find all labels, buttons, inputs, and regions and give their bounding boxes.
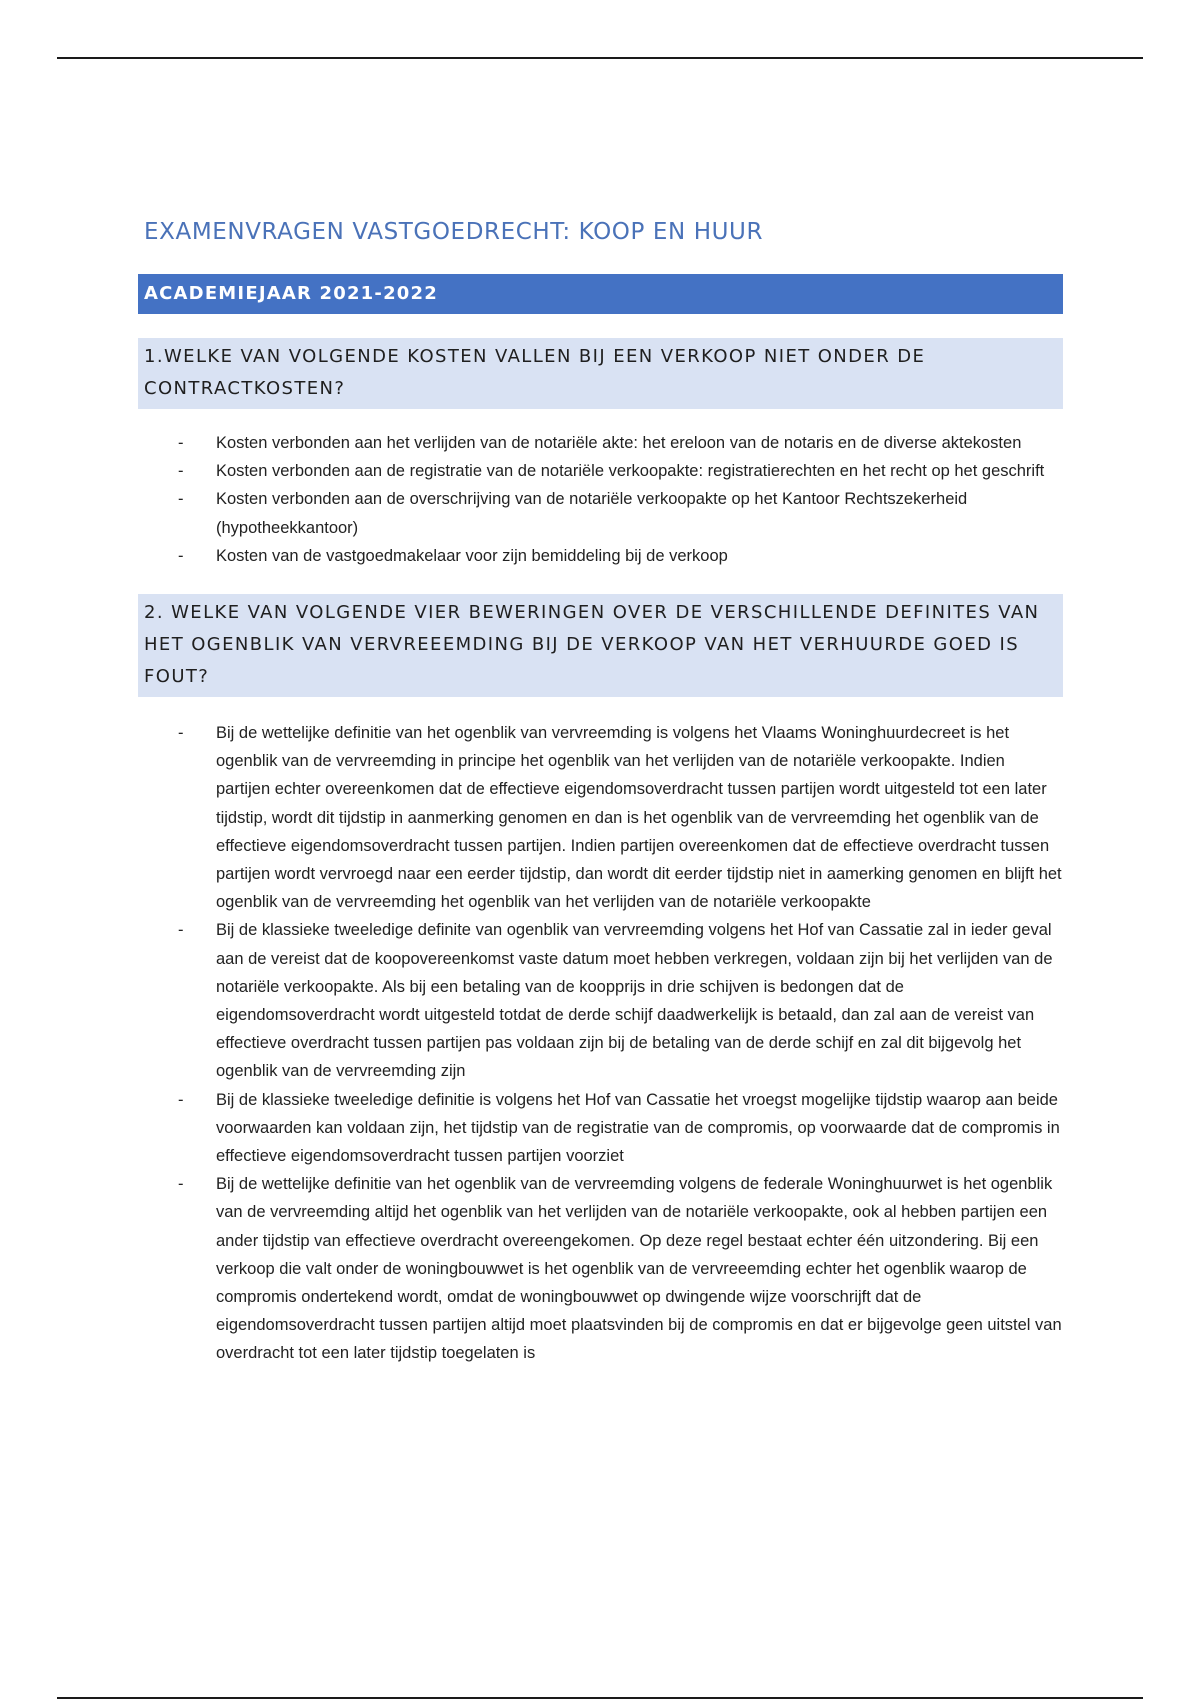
bullet-dash: - <box>178 921 184 940</box>
answer-option <box>138 457 1063 485</box>
bullet-dash: - <box>178 1175 184 1194</box>
question-2-answers <box>138 719 1063 1368</box>
answer-text: Bij de klassieke tweeledige definitie is volgens het Hof van Cassatie het vroegst mogelijke tijdstip waarop aan beide voorwaarden kan voldaan zijn, het tijdstip van de registratie van de compromis, op voorwaarde dat de compromis in effectieve eigendomsoverdracht tussen partijen voorziet <box>216 1090 1060 1166</box>
question-2-heading: 2. WELKE VAN VOLGENDE VIER BEWERINGEN OVER DE VERSCHILLENDE DEFINITES VAN HET OGENBLIK VAN VERVREEEMDING BIJ DE VERKOOP VAN HET VERHUURDE GOED IS FOUT? <box>138 594 1063 697</box>
answer-option <box>138 1170 1063 1367</box>
answer-text: Bij de wettelijke definitie van het ogenblik van vervreemding is volgens het Vlaams Woninghuurdecreet is het ogenblik van de vervreemding in principe het ogenblik van het verlijden van de notariële verkoopakte. Indien partijen echter overeenkomen dat de effectieve eigendomsoverdracht tussen partijen wordt uitgesteld tot een later tijdstip, wordt dit tijdstip in aanmerking genomen en dan is het ogenblik van de vervreemding het ogenblik van de effectieve eigendomsoverdracht tussen partijen. Indien partijen overeenkomen dat de effectieve overdracht tussen partijen wordt vervroegd naar een eerder tijdstip, dan wordt dit eerder tijdstip niet in aamerking genomen en blijft het ogenblik van de vervreemding het ogenblik van het verlijden van de notariële verkoopakte <box>216 724 1062 912</box>
question-1-answers <box>138 429 1063 570</box>
footer-rule <box>57 1697 1143 1699</box>
answer-option <box>138 542 1063 570</box>
answer-text: Kosten van de vastgoedmakelaar voor zijn bemiddeling bij de verkoop <box>216 546 728 565</box>
answer-option <box>138 429 1063 457</box>
bullet-dash: - <box>178 546 184 565</box>
answer-text: Kosten verbonden aan het verlijden van de notariële akte: het ereloon van de notaris en de diverse aktekosten <box>216 434 1022 452</box>
bullet-dash: - <box>178 724 184 743</box>
document-title: EXAMENVRAGEN VASTGOEDRECHT: KOOP EN HUUR <box>144 219 764 245</box>
document-body <box>138 212 1063 1368</box>
answer-option <box>138 485 1063 541</box>
answer-text: Kosten verbonden aan de registratie van de notariële verkoopakte: registratierechten en het recht op het geschrift <box>216 462 1045 481</box>
answer-text: Bij de wettelijke definitie van het ogenblik van de vervreemding volgens de federale Woninghuurwet is het ogenblik van de vervreemding altijd het ogenblik van het verlijden van de notariële verkoopakte, ook al hebben partijen een ander tijdstip van effectieve overdracht overeengekomen. Op deze regel bestaat echter één uitzondering. Bij een verkoop die valt onder de woningbouwwet is het ogenblik van de vervreeemding echter het ogenblik waarop de compromis ondertekend wordt, omdat de woningbouwwet op dwingende wijze voorschrijft dat de eigendomsoverdracht tussen partijen altijd moet plaatsvinden bij de compromis en dat er bijgevolge geen uitstel van overdracht tot een later tijdstip toegelaten is <box>216 1175 1062 1363</box>
answer-option <box>138 719 1063 916</box>
bullet-dash: - <box>178 1090 184 1109</box>
bullet-dash: - <box>178 490 184 509</box>
question-1-heading: 1.WELKE VAN VOLGENDE KOSTEN VALLEN BIJ EEN VERKOOP NIET ONDER DE CONTRACTKOSTEN? <box>138 338 1063 409</box>
academic-year-banner: ACADEMIEJAAR 2021-2022 <box>138 274 1063 314</box>
bullet-dash: - <box>178 462 184 481</box>
answer-option <box>138 1086 1063 1171</box>
bullet-dash: - <box>178 434 184 452</box>
answer-text: Bij de klassieke tweeledige definite van ogenblik van vervreemding volgens het Hof van Cassatie zal in ieder geval aan de vereist dat de koopovereenkomst vaste datum moet hebben verkregen, voldaan zijn bij het verlijden van de notariële verkoopakte. Als bij een betaling van de koopprijs in drie schijven is bedongen dat de eigendomsoverdracht wordt uitgesteld totdat de derde schijf daadwerkelijk is betaald, dan zal aan de vereist van effectieve overdracht tussen partijen pas voldaan zijn bij de betaling van de derde schijf en zal dit bijgevolg het ogenblik van de vervreemding zijn <box>216 921 1053 1081</box>
answer-option <box>138 916 1063 1085</box>
answer-text: Kosten verbonden aan de overschrijving van de notariële verkoopakte op het Kantoor Rechtszekerheid (hypotheekkantoor) <box>216 490 968 537</box>
header-rule <box>57 57 1143 59</box>
